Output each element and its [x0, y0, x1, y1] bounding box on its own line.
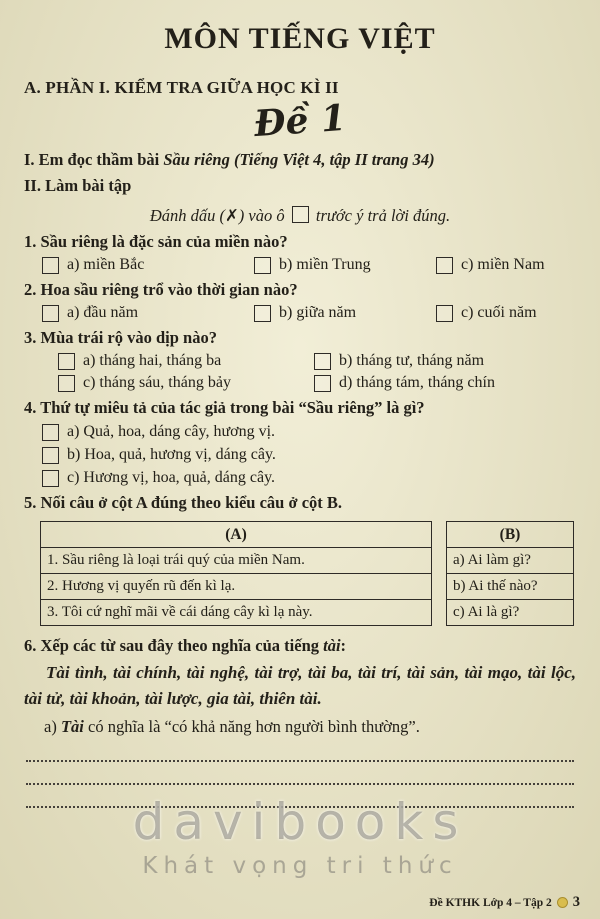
- watermark-slogan: Khát vọng tri thức: [142, 853, 458, 879]
- question-3: [24, 328, 576, 392]
- exam-number: Đề 1: [252, 96, 348, 146]
- option-q1-a: [42, 256, 254, 274]
- checkbox-q3-a[interactable]: [58, 353, 75, 370]
- table-a-header: (A): [41, 522, 432, 548]
- option-q3-c: [58, 374, 314, 392]
- option-q3-c-label: c) tháng sáu, tháng bảy: [83, 374, 231, 391]
- item-a-suffix: có nghĩa là “có khả năng hơn người bình thường”.: [83, 717, 420, 736]
- option-q1-a-label: a) miền Bắc: [67, 256, 145, 273]
- checkbox-q2-a[interactable]: [42, 305, 59, 322]
- table-row: [447, 574, 574, 600]
- document-page: [24, 22, 576, 808]
- table-column-a: [40, 521, 432, 626]
- option-q3-b-label: b) tháng tư, tháng năm: [339, 352, 485, 369]
- checkbox-q1-a[interactable]: [42, 257, 59, 274]
- question-6-label-suffix: :: [340, 636, 347, 655]
- table-b-row-2: b) Ai thế nào?: [447, 574, 574, 600]
- checkbox-q4-a[interactable]: [42, 424, 59, 441]
- table-b-row-3: c) Ai là gì?: [447, 600, 574, 626]
- checkbox-q1-c[interactable]: [436, 257, 453, 274]
- table-row: [447, 600, 574, 626]
- table-a-row-1: 1. Sầu riêng là loại trái quý của miền Nam.: [41, 548, 432, 574]
- checkbox-q1-b[interactable]: [254, 257, 271, 274]
- option-q4-b-label: b) Hoa, quả, hương vị, dáng cây.: [67, 446, 276, 463]
- question-2-options: [24, 304, 576, 322]
- table-a-row-2: 2. Hương vị quyến rũ đến kì lạ.: [41, 574, 432, 600]
- question-6-label: [24, 636, 576, 656]
- question-5-label: 5. Nối câu ở cột A đúng theo kiểu câu ở cột B.: [24, 493, 343, 512]
- option-q4-b: [42, 446, 576, 464]
- reading-prefix: I. Em đọc thầm bài: [24, 150, 164, 169]
- option-q3-d-label: d) tháng tám, tháng chín: [339, 374, 495, 391]
- question-5: [24, 493, 576, 626]
- option-q1-b-label: b) miền Trung: [279, 256, 371, 273]
- question-1-options: [24, 256, 576, 274]
- item-a-keyword: Tài: [60, 717, 84, 736]
- reading-title: Sầu riêng (Tiếng Việt 4, tập II trang 34): [163, 150, 435, 169]
- option-q2-c: [436, 304, 537, 322]
- answer-box-icon: [292, 206, 309, 223]
- page-title: MÔN TIẾNG VIỆT: [164, 22, 436, 55]
- question-6-keyword: tài: [323, 636, 341, 655]
- question-6-word-list: Tài tình, tài chính, tài nghệ, tài trợ, tài ba, tài trí, tài sản, tài mạo, tài lộc, tài tử, tài khoản, tài lược, gia tài, thiên tài.: [24, 663, 576, 708]
- option-q2-c-label: c) cuối năm: [461, 304, 537, 321]
- option-q3-a-label: a) tháng hai, tháng ba: [83, 352, 222, 369]
- option-q4-c: [42, 469, 576, 487]
- page-footer: [429, 894, 580, 911]
- table-b-header-row: [447, 522, 574, 548]
- table-row: [41, 574, 432, 600]
- option-q1-b: [254, 256, 436, 274]
- table-row: [447, 548, 574, 574]
- question-1-label: 1. Sầu riêng là đặc sản của miền nào?: [24, 232, 288, 251]
- question-3-options-row-2: [24, 374, 576, 392]
- option-q4-a: [42, 423, 576, 441]
- table-row: [41, 548, 432, 574]
- instruction-before: Đánh dấu (✗) vào ô: [149, 206, 285, 225]
- matching-tables: [40, 521, 574, 626]
- question-2: [24, 280, 576, 322]
- answer-lines: [24, 739, 576, 808]
- answer-line-2: [26, 762, 574, 785]
- table-a-header-row: [41, 522, 432, 548]
- item-a-prefix: a): [44, 717, 61, 736]
- footer-text: Đề KTHK Lớp 4 – Tập 2: [429, 896, 552, 909]
- marking-instruction: [24, 206, 576, 226]
- question-3-label: 3. Mùa trái rộ vào dịp nào?: [24, 328, 217, 347]
- checkbox-q3-b[interactable]: [314, 353, 331, 370]
- question-4: [24, 398, 576, 487]
- table-b-row-1: a) Ai làm gì?: [447, 548, 574, 574]
- option-q4-a-label: a) Quả, hoa, dáng cây, hương vị.: [67, 423, 276, 440]
- question-6-item-a: [24, 717, 576, 737]
- question-1: [24, 232, 576, 274]
- answer-line-1: [26, 739, 574, 762]
- option-q3-d: [314, 374, 495, 392]
- table-b-header: (B): [447, 522, 574, 548]
- checkbox-q2-b[interactable]: [254, 305, 271, 322]
- option-q1-c-label: c) miền Nam: [461, 256, 545, 273]
- checkbox-q4-b[interactable]: [42, 447, 59, 464]
- option-q4-c-label: c) Hương vị, hoa, quả, dáng cây.: [67, 469, 276, 486]
- option-q2-a: [42, 304, 254, 322]
- footer-logo-icon: [557, 897, 568, 908]
- answer-line-3: [26, 785, 574, 808]
- question-2-label: 2. Hoa sầu riêng trổ vào thời gian nào?: [24, 280, 298, 299]
- option-q1-c: [436, 256, 545, 274]
- footer-page-number: 3: [572, 894, 580, 910]
- checkbox-q4-c[interactable]: [42, 470, 59, 487]
- question-3-options-row-1: [24, 352, 576, 370]
- checkbox-q3-d[interactable]: [314, 375, 331, 392]
- option-q2-b-label: b) giữa năm: [279, 304, 357, 321]
- watermark-brand: davibooks: [132, 793, 468, 851]
- instruction-after: trước ý trả lời đúng.: [315, 206, 451, 225]
- option-q2-a-label: a) đầu năm: [67, 304, 139, 321]
- checkbox-q2-c[interactable]: [436, 305, 453, 322]
- question-6-label-prefix: 6. Xếp các từ sau đây theo nghĩa của tiếng: [24, 636, 324, 655]
- section-heading: A. PHẦN I. KIỂM TRA GIỮA HỌC KÌ II: [24, 78, 339, 97]
- question-4-options: [24, 423, 576, 487]
- checkbox-q3-c[interactable]: [58, 375, 75, 392]
- question-4-label: 4. Thứ tự miêu tả của tác giả trong bài “Sầu riêng” là gì?: [24, 398, 425, 417]
- table-a-row-3: 3. Tôi cứ nghĩ mãi về cái dáng cây kì lạ này.: [41, 600, 432, 626]
- option-q3-b: [314, 352, 484, 370]
- tasks-heading: II. Làm bài tập: [24, 176, 132, 195]
- option-q2-b: [254, 304, 436, 322]
- option-q3-a: [58, 352, 314, 370]
- table-column-b: [446, 521, 574, 626]
- table-row: [41, 600, 432, 626]
- question-6: [24, 636, 576, 808]
